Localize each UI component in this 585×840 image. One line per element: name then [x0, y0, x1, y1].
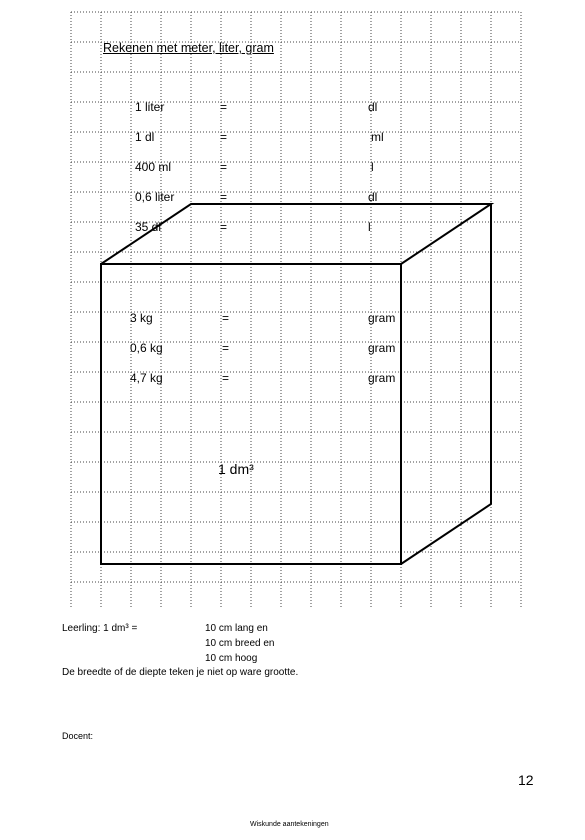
student-label: Leerling: 1 dm³ = — [62, 623, 138, 634]
cube-label: 1 dm³ — [218, 461, 254, 477]
cube-front-face — [101, 264, 401, 564]
answer-unit: dl — [368, 100, 378, 114]
cube-top-face — [101, 204, 491, 264]
equals-sign: = — [220, 100, 228, 114]
exercise-left: 0,6 liter — [135, 190, 175, 204]
note-sentence: De breedte of de diepte teken je niet op ware grootte. — [62, 667, 299, 678]
equals-sign: = — [222, 311, 230, 325]
exercise-left: 0,6 kg — [130, 341, 163, 355]
equals-sign: = — [220, 160, 228, 174]
exercise-left: 1 dl — [135, 130, 155, 144]
equals-sign: = — [222, 371, 230, 385]
equals-sign: = — [220, 220, 228, 234]
cube-side-face — [401, 204, 491, 564]
note-line: 10 cm lang en — [205, 623, 268, 634]
note-line: 10 cm breed en — [205, 638, 275, 649]
answer-unit: gram — [368, 371, 396, 385]
worksheet-title: Rekenen met meter, liter, gram — [103, 41, 274, 55]
exercise-left: 400 ml — [135, 160, 172, 174]
equals-sign: = — [222, 341, 230, 355]
answer-unit: l — [368, 220, 371, 234]
answer-unit: gram — [368, 341, 396, 355]
exercise-left: 35 dl — [135, 220, 162, 234]
answer-unit: l — [371, 160, 374, 174]
answer-unit: ml — [371, 130, 384, 144]
equals-sign: = — [220, 130, 228, 144]
exercise-left: 3 kg — [130, 311, 153, 325]
exercise-left: 1 liter — [135, 100, 165, 114]
note-line: 10 cm hoog — [205, 653, 258, 664]
exercise-left: 4,7 kg — [130, 371, 163, 385]
equals-sign: = — [220, 190, 228, 204]
footer-text: Wiskunde aantekeningen — [250, 821, 329, 828]
answer-unit: gram — [368, 311, 396, 325]
answer-unit: dl — [368, 190, 378, 204]
page-number: 12 — [518, 772, 534, 788]
teacher-label: Docent: — [62, 731, 94, 741]
